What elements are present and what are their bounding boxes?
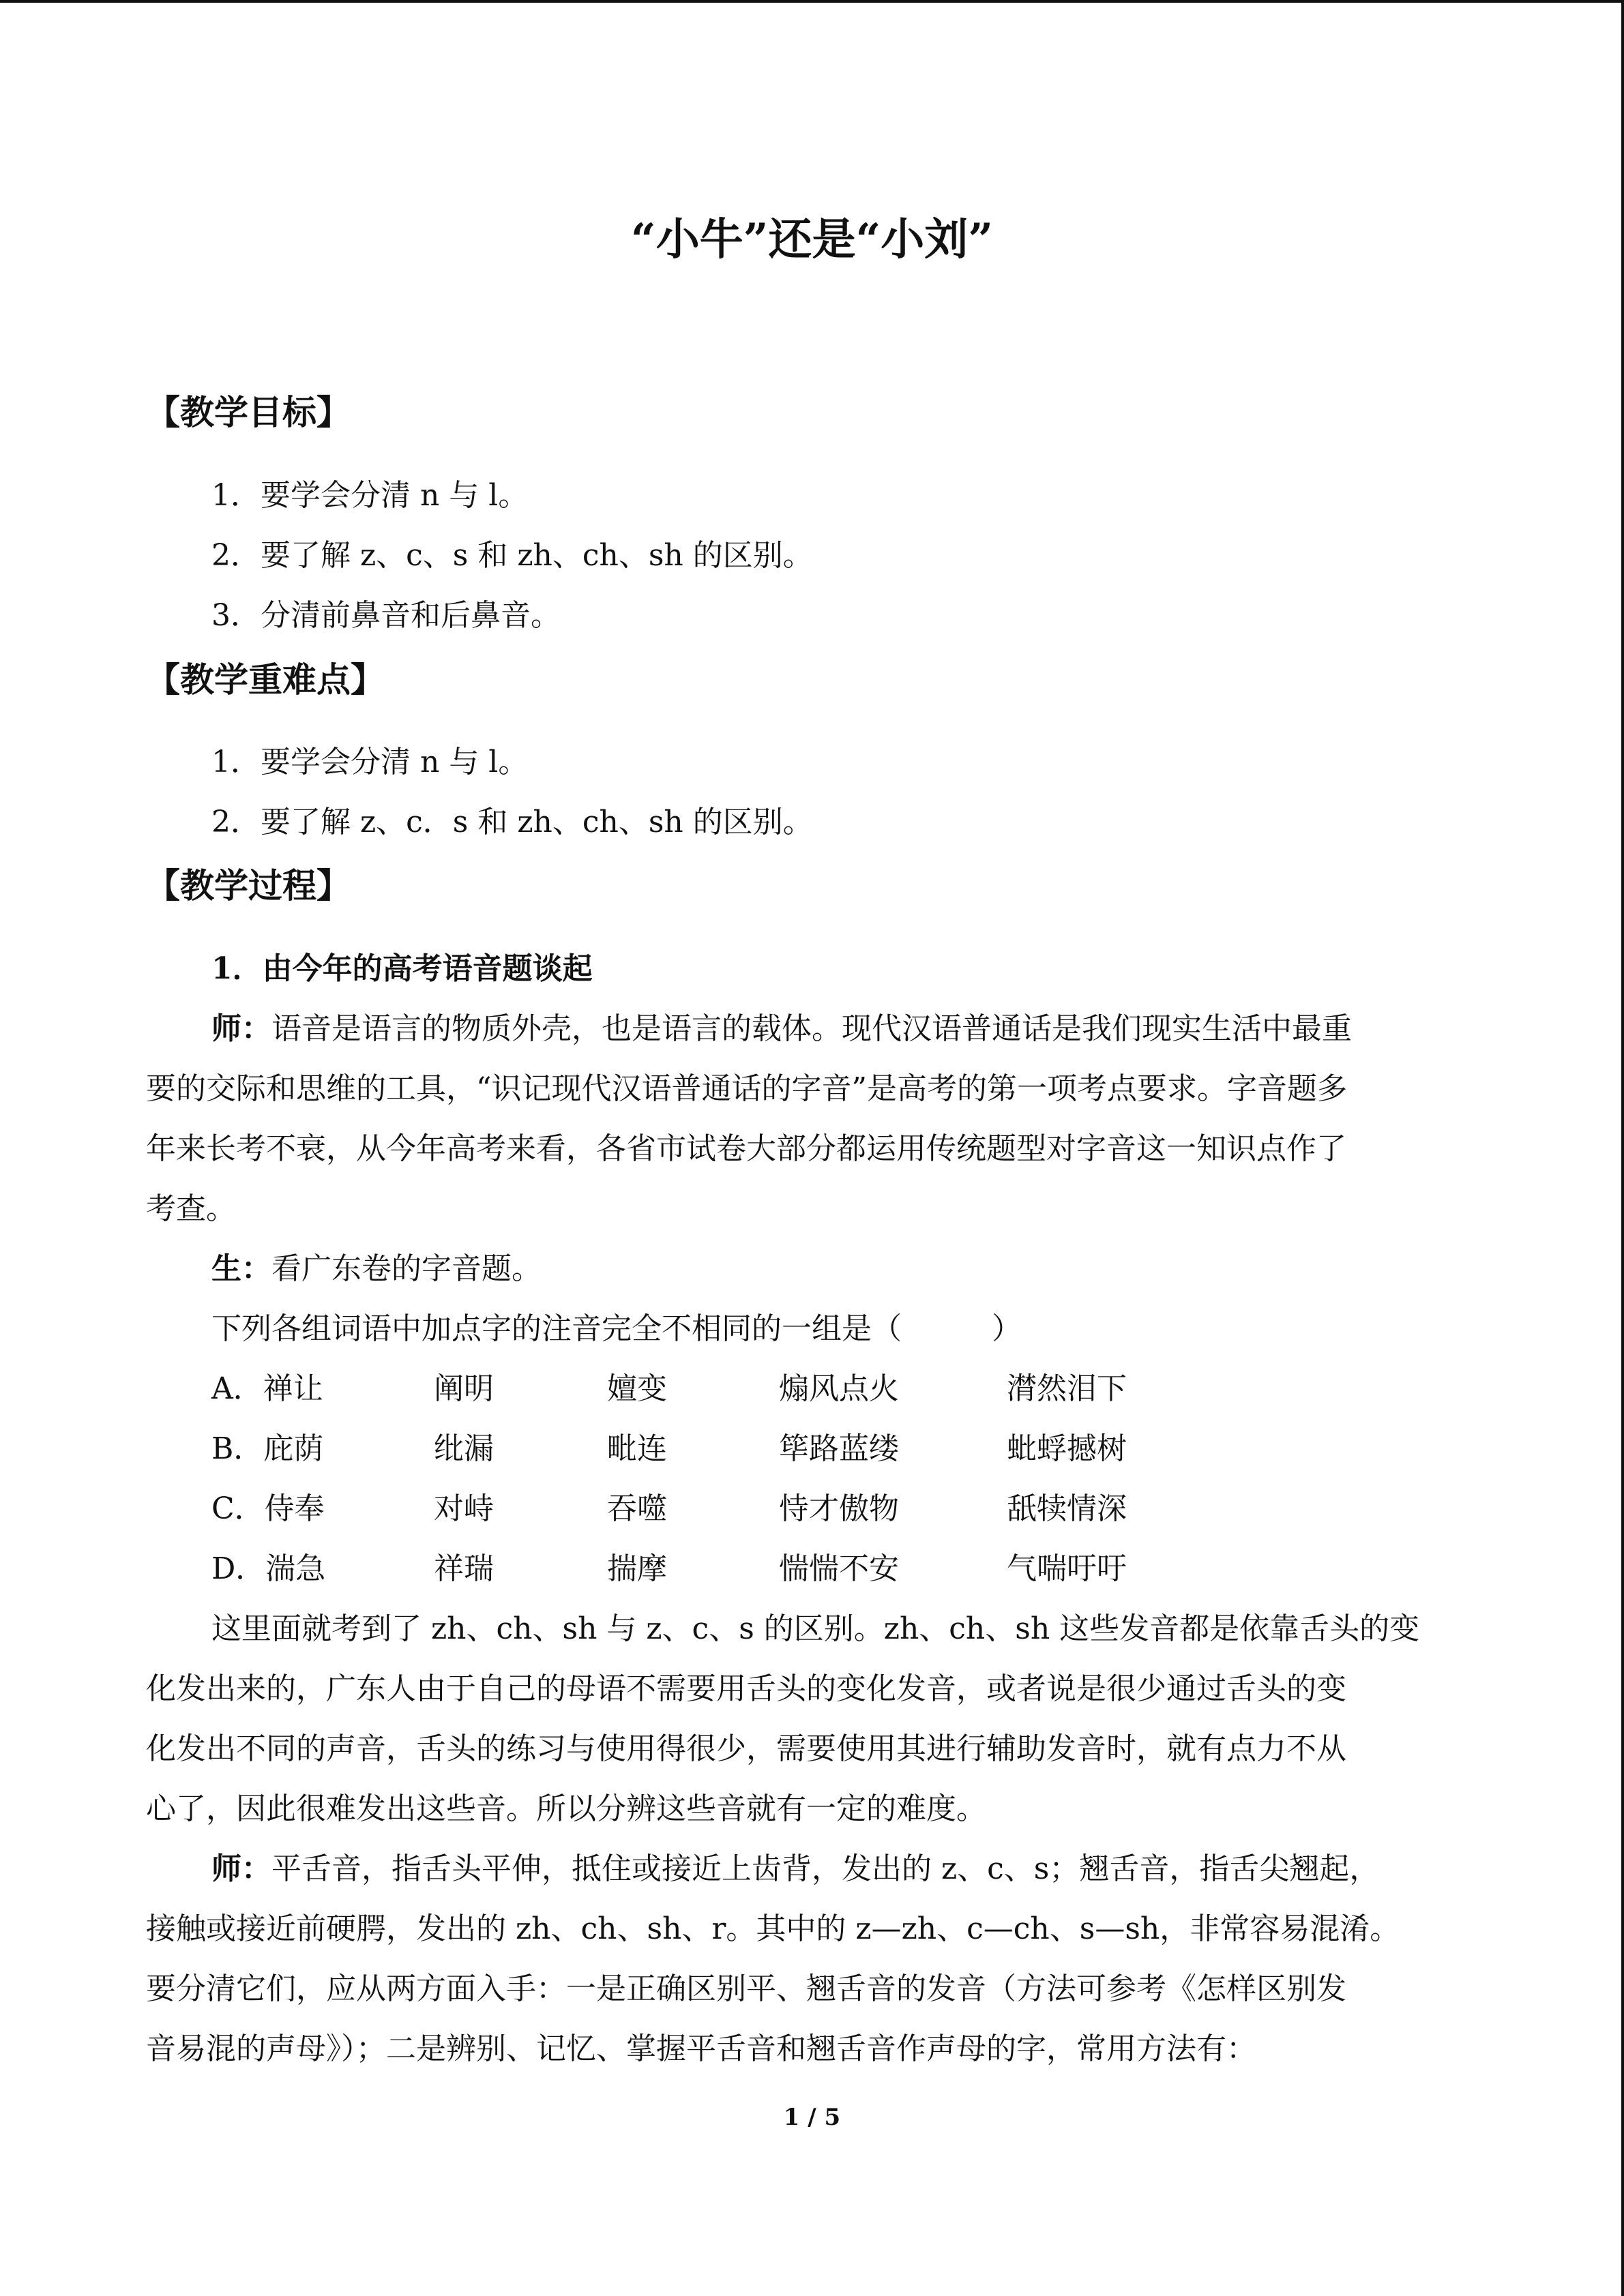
document-title: “小牛”还是“小刘” bbox=[630, 214, 994, 265]
option-a-word-1: A．禅让 bbox=[211, 1371, 323, 1406]
paragraph-4-line-2: 接触或接近前硬腭，发出的 zh、ch、sh、r。其中的 z—zh、c—ch、s—sh，非常容易混淆。 bbox=[146, 1911, 1400, 1946]
paragraph-1-line-3: 年来长考不衰，从今年高考来看，各省市试卷大部分都运用传统题型对字音这一知识点作了 bbox=[146, 1131, 1346, 1166]
top-border bbox=[0, 0, 1624, 3]
paragraph-2: 生：看广东卷的字音题。 bbox=[211, 1251, 542, 1286]
page-number: 1 / 5 bbox=[783, 2104, 841, 2131]
option-d-word-2: 祥瑞 bbox=[434, 1551, 494, 1586]
step-1-title: 1．由今年的高考语音题谈起 bbox=[211, 951, 593, 986]
right-border bbox=[1621, 0, 1624, 2296]
paragraph-1-line-1: 师：语音是语言的物质外壳，也是语言的载体。现代汉语普通话是我们现实生活中最重 bbox=[211, 1011, 1352, 1046]
speaker-student: 生： bbox=[211, 1251, 271, 1286]
key-point-item-2: 2．要了解 z、c．s 和 zh、ch、sh 的区别。 bbox=[211, 805, 813, 839]
option-c-word-3: 吞噬 bbox=[607, 1491, 667, 1526]
option-a-word-2: 阐明 bbox=[434, 1371, 494, 1406]
process-heading: 【教学过程】 bbox=[146, 865, 351, 906]
option-b-word-1: B．庇荫 bbox=[211, 1431, 324, 1466]
option-d-word-5: 气喘吁吁 bbox=[1007, 1551, 1127, 1586]
speaker-teacher-2: 师： bbox=[211, 1851, 271, 1886]
paragraph-3-line-1: 这里面就考到了 zh、ch、sh 与 z、c、s 的区别。zh、ch、sh 这些发音都是依靠舌头的变 bbox=[211, 1611, 1420, 1646]
key-points-heading: 【教学重难点】 bbox=[146, 659, 385, 700]
paragraph-4-line-3: 要分清它们，应从两方面入手：一是正确区别平、翘舌音的发音（方法可参考《怎样区别发 bbox=[146, 1971, 1346, 2006]
option-b-word-4: 筚路蓝缕 bbox=[779, 1431, 899, 1466]
option-a-word-3: 嬗变 bbox=[607, 1371, 667, 1406]
goal-item-3: 3．分清前鼻音和后鼻音。 bbox=[211, 598, 561, 633]
option-d-word-1: D．湍急 bbox=[211, 1551, 326, 1586]
speaker-teacher: 师： bbox=[211, 1011, 271, 1046]
paragraph-4-line-4: 音易混的声母》）；二是辨别、记忆、掌握平舌音和翘舌音作声母的字，常用方法有： bbox=[146, 2031, 1256, 2066]
key-point-item-1: 1．要学会分清 n 与 l。 bbox=[211, 745, 529, 779]
goals-heading: 【教学目标】 bbox=[146, 392, 351, 432]
option-c-word-4: 恃才傲物 bbox=[779, 1491, 899, 1526]
option-c-word-5: 舐犊情深 bbox=[1007, 1491, 1127, 1526]
paragraph-4-line-1: 师：平舌音，指舌头平伸，抵住或接近上齿背，发出的 z、c、s；翘舌音，指舌尖翘起， bbox=[211, 1851, 1380, 1886]
goal-item-2: 2．要了解 z、c、s 和 zh、ch、sh 的区别。 bbox=[211, 538, 813, 573]
option-c-word-2: 对峙 bbox=[434, 1491, 494, 1526]
paragraph-3-line-2: 化发出来的，广东人由于自己的母语不需要用舌头的变化发音，或者说是很少通过舌头的变 bbox=[146, 1671, 1346, 1706]
paragraph-3-line-3: 化发出不同的声音，舌头的练习与使用得很少，需要使用其进行辅助发音时，就有点力不从 bbox=[146, 1731, 1346, 1766]
option-d-word-3: 揣摩 bbox=[607, 1551, 667, 1586]
paragraph-3-line-4: 心了，因此很难发出这些音。所以分辨这些音就有一定的难度。 bbox=[146, 1791, 986, 1826]
option-b-word-3: 毗连 bbox=[607, 1431, 667, 1466]
paragraph-1-line-4: 考查。 bbox=[146, 1191, 236, 1226]
option-a-word-5: 潸然泪下 bbox=[1007, 1371, 1127, 1406]
option-b-word-2: 纰漏 bbox=[434, 1431, 494, 1466]
goal-item-1: 1．要学会分清 n 与 l。 bbox=[211, 478, 529, 513]
question-stem: 下列各组词语中加点字的注音完全不相同的一组是（ ） bbox=[211, 1311, 1022, 1346]
option-b-word-5: 蚍蜉撼树 bbox=[1007, 1431, 1127, 1466]
option-c-word-1: C．侍奉 bbox=[211, 1491, 325, 1526]
option-a-word-4: 煽风点火 bbox=[779, 1371, 899, 1406]
option-d-word-4: 惴惴不安 bbox=[779, 1551, 899, 1586]
paragraph-1-line-2: 要的交际和思维的工具，“识记现代汉语普通话的字音”是高考的第一项考点要求。字音题多 bbox=[146, 1071, 1347, 1106]
